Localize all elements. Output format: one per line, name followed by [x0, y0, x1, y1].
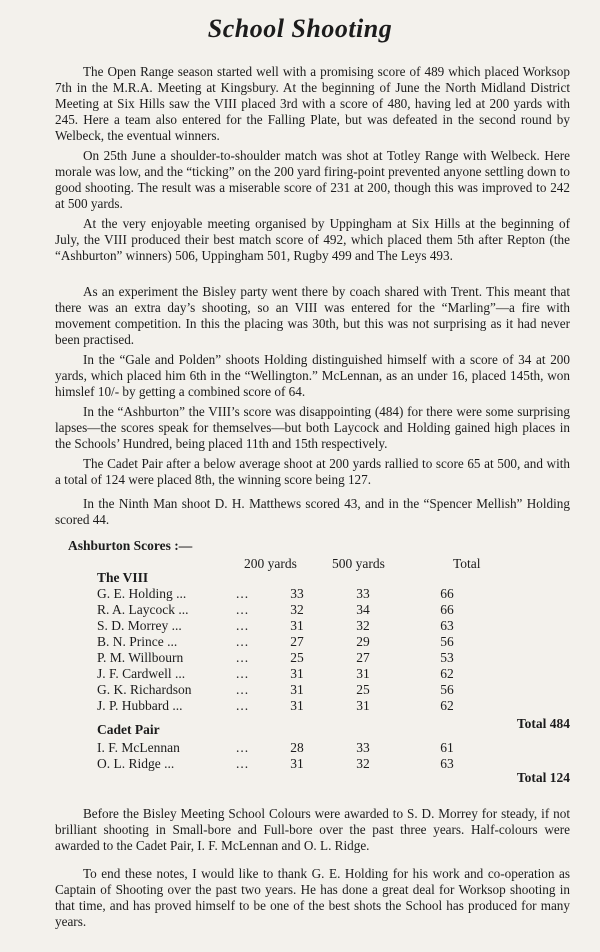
- score-total: 53: [440, 650, 454, 665]
- leader-dots: ...: [236, 756, 250, 771]
- score-row: [0, 698, 600, 714]
- score-500: 25: [356, 682, 370, 697]
- leader-dots: ...: [236, 602, 250, 617]
- score-200: 32: [290, 602, 304, 617]
- score-500: 31: [356, 698, 370, 713]
- page-title: School Shooting: [207, 14, 393, 43]
- column-header-200: 200 yards: [244, 556, 297, 571]
- score-total: 56: [440, 682, 454, 697]
- score-500: 27: [356, 650, 370, 665]
- score-total: 66: [440, 602, 454, 617]
- leader-dots: ...: [236, 666, 250, 681]
- column-header-total: Total: [453, 556, 481, 571]
- paragraph-ashburton: In the “Ashburton” the VIII’s score was disappointing (484) for there were some surprising lapses—the scores speak for themselves—but both Laycock and Holding gained high places in the Schools’ Hundred, being placed 11th and 15th respectively.: [55, 404, 570, 451]
- score-500: 33: [356, 740, 370, 755]
- score-row: [0, 618, 600, 634]
- shooter-name: R. A. Laycock ...: [97, 602, 189, 617]
- scores-heading: Ashburton Scores :—: [68, 538, 193, 553]
- score-row: [0, 682, 600, 698]
- shooter-name: J. P. Hubbard ...: [97, 698, 183, 713]
- paragraph-thanks: To end these notes, I would like to thank G. E. Holding for his work and co-operation as Captain of Shooting over the past two years. He has done a great deal for Worksop shooting in that time, and has proved himself to be one of the best shots the School has produced for many years.: [55, 866, 570, 929]
- leader-dots: ...: [236, 618, 250, 633]
- score-total: 62: [440, 698, 454, 713]
- cadet-total: Total 124: [516, 770, 570, 785]
- score-total: 63: [440, 756, 454, 771]
- paragraph-gale-polden: In the “Gale and Polden” shoots Holding distinguished himself with a score of 34 at 200 yards, which placed him 6th in the “Wellington.” McLennan, as an under 16, placed 145th, won himslef 10/- by getting a combined score of 64.: [55, 352, 570, 399]
- leader-dots: ...: [236, 634, 250, 649]
- score-200: 31: [290, 756, 304, 771]
- score-row: [0, 602, 600, 618]
- score-total: 66: [440, 586, 454, 601]
- score-row: [0, 586, 600, 602]
- score-200: 27: [290, 634, 304, 649]
- score-200: 33: [290, 586, 304, 601]
- score-row: [0, 740, 600, 756]
- paragraph-open-range: The Open Range season started well with a promising score of 489 which placed Worksop 7th in the M.R.A. Meeting at Kingsbury. At the beginning of June the North Midland District Meeting at Six Hills saw the VIII placed 3rd with a score of 480, having led at 200 yards with 245. Here a team also entered for the Falling Plate, but was defeated in the second round by Welbeck, the eventual winners.: [55, 64, 570, 143]
- paragraph-ninth-man: In the Ninth Man shoot D. H. Matthews scored 43, and in the “Spencer Mellish” Holding scored 44.: [55, 496, 570, 527]
- score-500: 31: [356, 666, 370, 681]
- score-200: 31: [290, 666, 304, 681]
- group-label-cadet: Cadet Pair: [97, 722, 160, 737]
- leader-dots: ...: [236, 650, 250, 665]
- paragraph-colours: Before the Bisley Meeting School Colours were awarded to S. D. Morrey for steady, if not brilliant shooting in Small-bore and Full-bore over the past three years. Half-colours were awarded to the Cadet Pair, I. F. McLennan and O. L. Ridge.: [55, 806, 570, 853]
- shooter-name: O. L. Ridge ...: [97, 756, 175, 771]
- score-200: 28: [290, 740, 304, 755]
- shooter-name: G. K. Richardson: [97, 682, 192, 697]
- leader-dots: ...: [236, 682, 250, 697]
- score-row: [0, 666, 600, 682]
- score-200: 31: [290, 618, 304, 633]
- shooter-name: I. F. McLennan: [97, 740, 180, 755]
- score-500: 32: [356, 618, 370, 633]
- shooter-name: B. N. Prince ...: [97, 634, 178, 649]
- paragraph-uppingham: At the very enjoyable meeting organised by Uppingham at Six Hills at the beginning of July, the VIII produced their best match score of 492, which placed them 5th after Repton (the “Ashburton” winners) 506, Uppingham 501, Rugby 499 and The Leys 493.: [55, 216, 570, 263]
- score-row: [0, 634, 600, 650]
- score-200: 31: [290, 682, 304, 697]
- leader-dots: ...: [236, 698, 250, 713]
- score-200: 25: [290, 650, 304, 665]
- score-total: 62: [440, 666, 454, 681]
- score-500: 32: [356, 756, 370, 771]
- shooter-name: S. D. Morrey ...: [97, 618, 182, 633]
- eight-total: Total 484: [516, 716, 570, 731]
- group-label-eight: The VIII: [97, 570, 149, 585]
- shooter-name: P. M. Willbourn: [97, 650, 184, 665]
- score-row: [0, 650, 600, 666]
- leader-dots: ...: [236, 740, 250, 755]
- score-total: 56: [440, 634, 454, 649]
- score-500: 29: [356, 634, 370, 649]
- shooter-name: J. F. Cardwell ...: [97, 666, 186, 681]
- leader-dots: ...: [236, 586, 250, 601]
- score-total: 63: [440, 618, 454, 633]
- column-header-500: 500 yards: [332, 556, 385, 571]
- paragraph-totley: On 25th June a shoulder-to-shoulder match was shot at Totley Range with Welbeck. Here morale was low, and the “ticking” on the 200 yard firing-point prevented anyone settling down to good shooting. The result was a miserable score of 231 at 200, though this was improved to 242 at 500 yards.: [55, 148, 570, 211]
- score-total: 61: [440, 740, 454, 755]
- paragraph-cadet-pair: The Cadet Pair after a below average shoot at 200 yards rallied to score 65 at 500, and with a total of 124 were placed 8th, the winning score being 127.: [55, 456, 570, 487]
- shooter-name: G. E. Holding ...: [97, 586, 187, 601]
- score-500: 34: [356, 602, 370, 617]
- score-500: 33: [356, 586, 370, 601]
- score-200: 31: [290, 698, 304, 713]
- paragraph-bisley-coach: As an experiment the Bisley party went there by coach shared with Trent. This meant that there was an extra day’s shooting, so an VIII was entered for the “Marling”—a fire with movement competition. In this the placing was 30th, but this was not surprising as it had never been practised.: [55, 284, 570, 347]
